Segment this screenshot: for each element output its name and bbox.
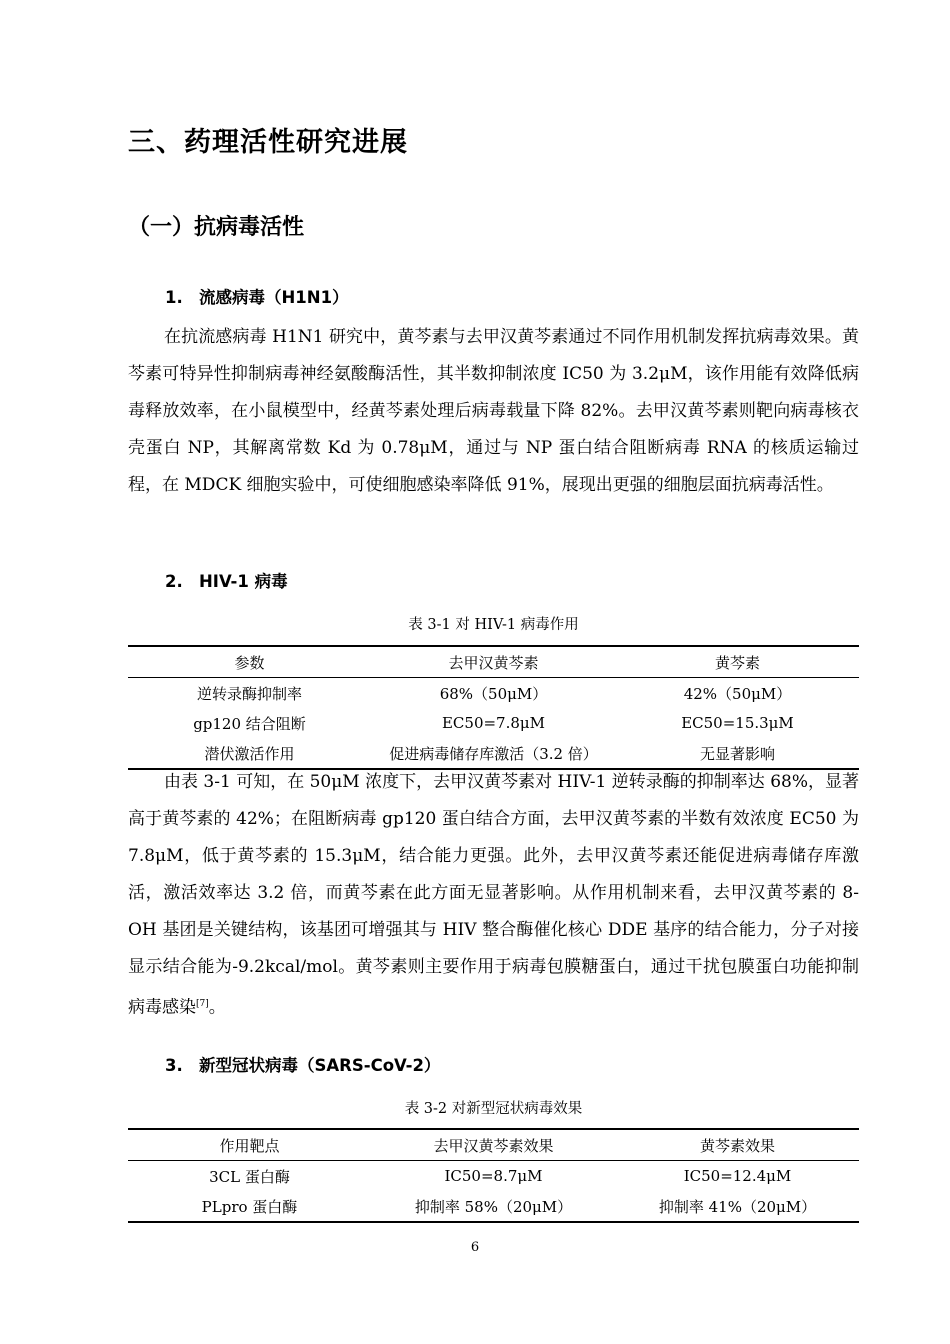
paragraph-end: 。 bbox=[208, 997, 226, 1018]
table-cell: 潜伏激活作用 bbox=[128, 738, 371, 769]
page-number: 6 bbox=[470, 1240, 480, 1255]
table-hiv bbox=[128, 645, 859, 770]
paragraph-h1n1: 在抗流感病毒 H1N1 研究中，黄芩素与去甲汉黄芩素通过不同作用机制发挥抗病毒效果。黄芩素可特异性抑制病毒神经氨酸酶活性，其半数抑制浓度 IC50 为 3.2μM，该作用能有效降低病毒释放效率，在小鼠模型中，经黄芩素处理后病毒载量下降 82%。去甲汉黄芩素则靶向病毒核衣壳蛋白 NP，其解离常数 Kd 为 0.78μM，通过与 NP 蛋白结合阻断病毒 RNA 的核质运输过程，在 MDCK 细胞实验中，可使细胞感染率降低 91%，展现出更强的细胞层面抗病毒活性。 bbox=[128, 327, 859, 495]
table-header-cell: 去甲汉黄芩素效果 bbox=[371, 1129, 616, 1161]
subsection-title: 流感病毒（H1N1） bbox=[199, 288, 349, 307]
subsection-number: 3. bbox=[165, 1056, 183, 1075]
table-cell: 3CL 蛋白酶 bbox=[209, 1167, 290, 1186]
subsection-number: 1. bbox=[165, 288, 183, 307]
table-header-row bbox=[128, 1129, 859, 1161]
table-header-cell: 参数 bbox=[128, 646, 371, 678]
table-cell: 逆转录酶抑制率 bbox=[196, 684, 302, 703]
subsection-title: 新型冠状病毒（SARS-CoV-2） bbox=[199, 1056, 441, 1075]
table-row bbox=[128, 1161, 859, 1192]
table-sars bbox=[128, 1128, 859, 1223]
table-cell: gp120 结合阻断 bbox=[193, 714, 306, 733]
table-cell: 促进病毒储存库激活（3.2 倍） bbox=[371, 738, 616, 769]
table-cell: EC50=7.8μM bbox=[441, 714, 546, 732]
table-header-cell: 作用靶点 bbox=[128, 1129, 371, 1161]
subsection-heading-h1n1 bbox=[165, 284, 349, 308]
table-header-row bbox=[128, 646, 859, 678]
paragraph-hiv bbox=[128, 764, 859, 1027]
table-cell: IC50=8.7μM bbox=[444, 1167, 543, 1185]
citation-ref: [7] bbox=[196, 999, 209, 1009]
table-header-cell: 去甲汉黄芩素 bbox=[371, 646, 616, 678]
subsection-title: HIV-1 病毒 bbox=[199, 572, 288, 591]
table-header-cell: 黄芩素效果 bbox=[616, 1129, 859, 1161]
table-caption-sars: 表 3-2 对新型冠状病毒效果 bbox=[404, 1101, 583, 1117]
section-heading: （一）抗病毒活性 bbox=[128, 215, 305, 240]
subsection-heading-hiv bbox=[165, 568, 288, 592]
subsection-number: 2. bbox=[165, 572, 183, 591]
table-cell: IC50=12.4μM bbox=[683, 1167, 792, 1185]
table-cell: 抑制率 41%（20μM） bbox=[616, 1191, 859, 1222]
subsection-heading-sars bbox=[165, 1052, 440, 1076]
table-cell: 42%（50μM） bbox=[683, 684, 792, 703]
table-row bbox=[128, 1191, 859, 1222]
table-caption-hiv: 表 3-1 对 HIV-1 病毒作用 bbox=[408, 617, 579, 633]
table-cell: EC50=15.3μM bbox=[681, 714, 794, 732]
table-cell: 68%（50μM） bbox=[439, 684, 548, 703]
table-header-cell: 黄芩素 bbox=[616, 646, 859, 678]
paragraph-text: 由表 3-1 可知，在 50μM 浓度下，去甲汉黄芩素对 HIV-1 逆转录酶的抑制率达 68%，显著高于黄芩素的 42%；在阻断病毒 gp120 蛋白结合方面，去甲汉黄芩素的半数有效浓度 EC50 为 7.8μM，低于黄芩素的 15.3μM，结合能力更强。此外，去甲汉黄芩素还能促进病毒储存库激活，激活效率达 3.2 倍，而黄芩素在此方面无显著影响。从作用机制来看，去甲汉黄芩素的 8-OH 基团是关键结构，该基团可增强其与 HIV 整合酶催化核心 DDE 基序的结合能力，分子对接显示结合能为-9.2kcal/mol。黄芩素则主要作用于病毒包膜糖蛋白，通过干扰包膜蛋白功能抑制病毒感染 bbox=[128, 772, 859, 1018]
chapter-heading: 三、药理活性研究进展 bbox=[128, 127, 408, 158]
table-row bbox=[128, 678, 859, 709]
table-cell: 抑制率 58%（20μM） bbox=[371, 1191, 616, 1222]
table-cell: PLpro 蛋白酶 bbox=[128, 1191, 371, 1222]
table-row bbox=[128, 708, 859, 738]
table-cell: 无显著影响 bbox=[616, 738, 859, 769]
